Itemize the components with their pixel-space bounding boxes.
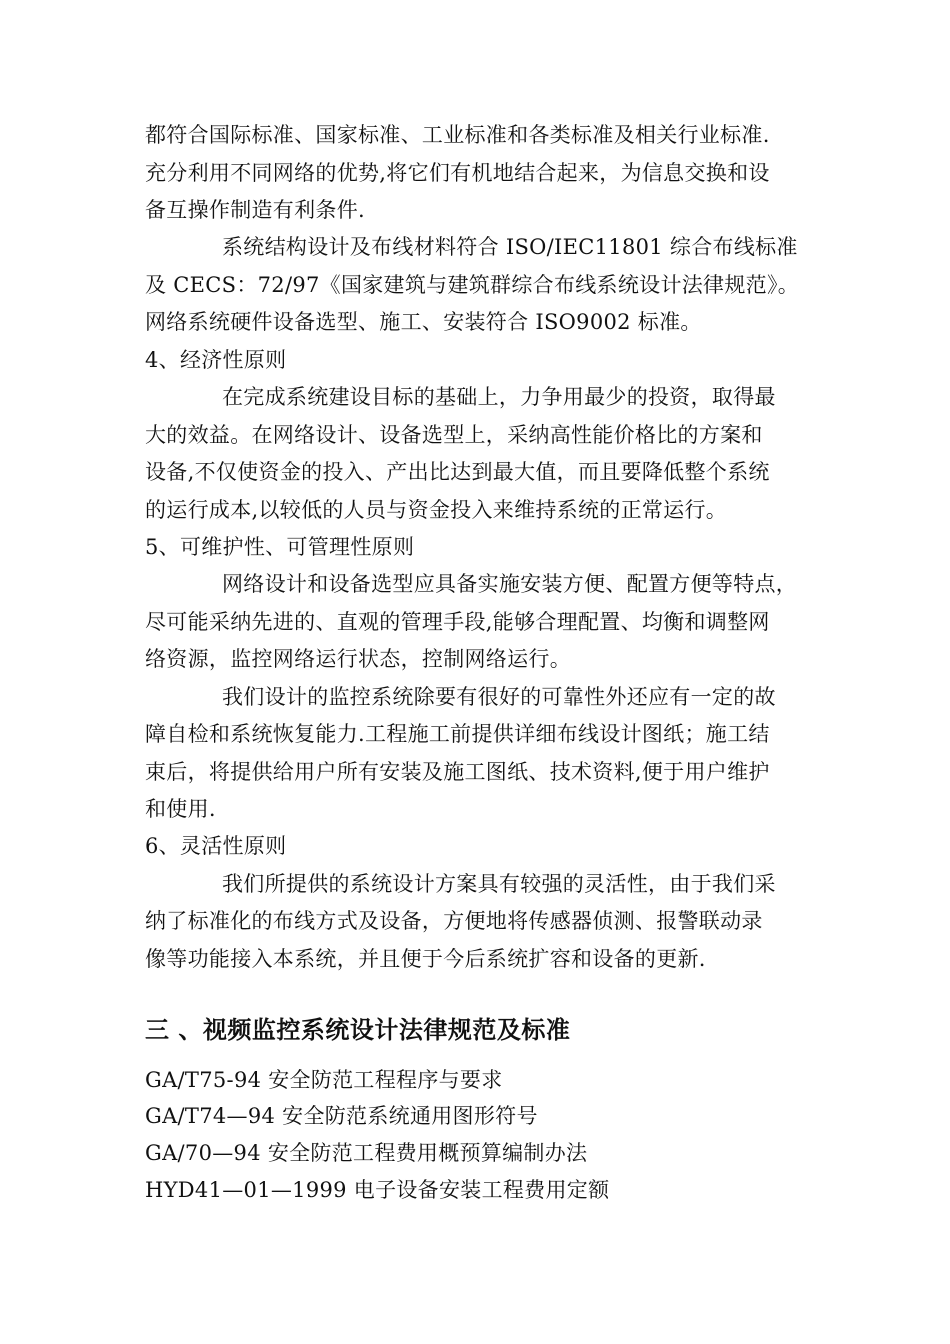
subheading-maintainability: 5、可维护性、可管理性原则 bbox=[145, 535, 415, 559]
text-line: 设备,不仅使资金的投入、产出比达到最大值，而且要降低整个系统 bbox=[145, 460, 770, 484]
text-line: 束后，将提供给用户所有安装及施工图纸、技术资料,便于用户维护 bbox=[145, 760, 770, 784]
standard-item: GA/70—94 安全防范工程费用概预算编制办法 bbox=[145, 1141, 588, 1165]
text-line: 充分利用不同网络的优势,将它们有机地结合起来，为信息交换和设 bbox=[145, 161, 770, 185]
text-line: 的运行成本,以较低的人员与资金投入来维持系统的正常运行。 bbox=[145, 498, 728, 522]
section-title: 三 、视频监控系统设计法律规范及标准 bbox=[145, 1016, 571, 1044]
text-line: 网络设计和设备选型应具备实施安装方便、配置方便等特点， bbox=[222, 572, 798, 596]
text-line: 及 CECS：72/97《国家建筑与建筑群综合布线系统设计法律规范》。 bbox=[145, 273, 800, 297]
standard-item: GA/T75-94 安全防范工程程序与要求 bbox=[145, 1068, 503, 1092]
text-line: 网络系统硬件设备选型、施工、安装符合 ISO9002 标准。 bbox=[145, 310, 702, 334]
text-line: 络资源，监控网络运行状态，控制网络运行。 bbox=[145, 647, 571, 671]
standard-item: GA/T74—94 安全防范系统通用图形符号 bbox=[145, 1104, 538, 1128]
text-line: 我们设计的监控系统除要有很好的可靠性外还应有一定的故 bbox=[222, 685, 776, 709]
text-line: 我们所提供的系统设计方案具有较强的灵活性，由于我们采 bbox=[222, 872, 776, 896]
text-line: 备互操作制造有利条件. bbox=[145, 198, 365, 222]
text-line: 纳了标准化的布线方式及设备，方便地将传感器侦测、报警联动录 bbox=[145, 909, 763, 933]
text-line: 大的效益。在网络设计、设备选型上，采纳高性能价格比的方案和 bbox=[145, 423, 763, 447]
text-line: 和使用. bbox=[145, 797, 216, 821]
text-line: 尽可能采纳先进的、直观的管理手段,能够合理配置、均衡和调整网 bbox=[145, 610, 770, 634]
text-line: 像等功能接入本系统，并且便于今后系统扩容和设备的更新. bbox=[145, 947, 706, 971]
text-line: 系统结构设计及布线材料符合 ISO/IEC11801 综合布线标准 bbox=[222, 235, 798, 259]
subheading-economy: 4、经济性原则 bbox=[145, 348, 287, 372]
text-line: 在完成系统建设目标的基础上，力争用最少的投资，取得最 bbox=[222, 385, 776, 409]
standard-item: HYD41—01—1999 电子设备安装工程费用定额 bbox=[145, 1178, 610, 1202]
text-line: 都符合国际标准、国家标准、工业标准和各类标准及相关行业标准. bbox=[145, 123, 770, 147]
text-line: 障自检和系统恢复能力.工程施工前提供详细布线设计图纸；施工结 bbox=[145, 722, 770, 746]
subheading-flexibility: 6、灵活性原则 bbox=[145, 834, 287, 858]
